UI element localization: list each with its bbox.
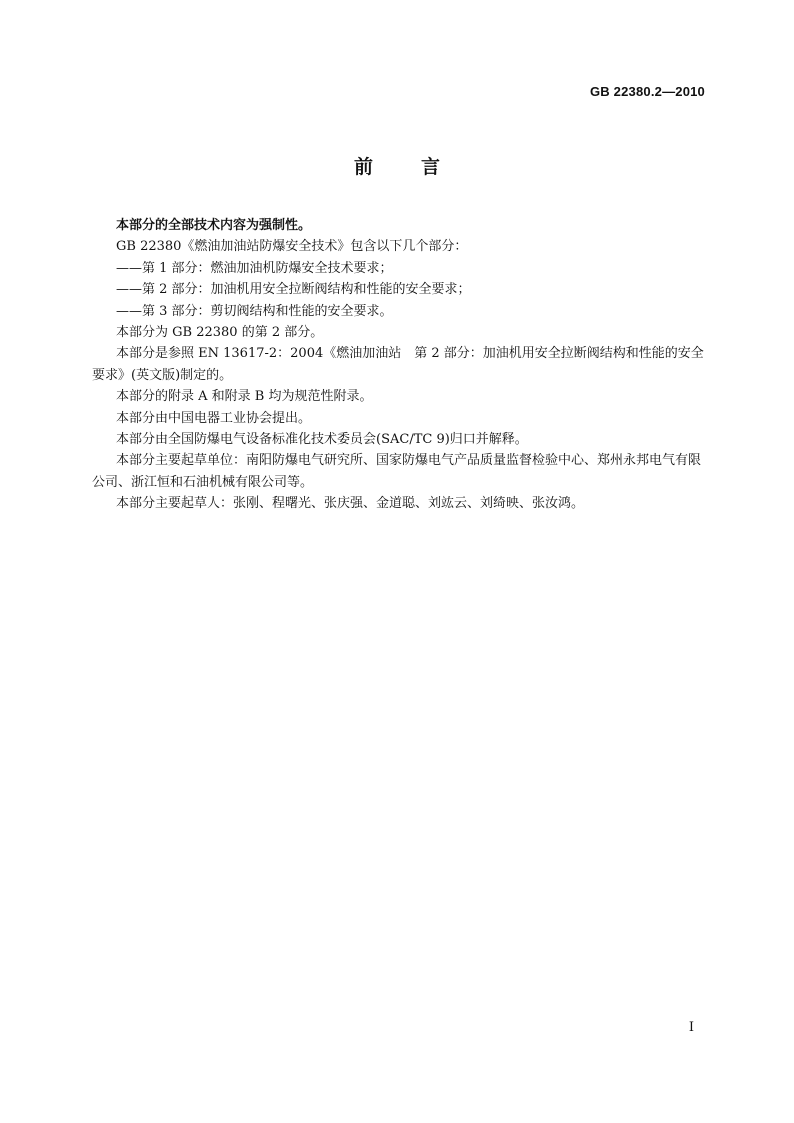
paragraph-drafters: 本部分主要起草人：张刚、程曙光、张庆强、金道聪、刘竑云、刘绮映、张汝鸿。 bbox=[116, 496, 585, 512]
page-title: 前言 bbox=[353, 156, 488, 178]
paragraph-part-2: ——第 2 部分：加油机用安全拉断阀结构和性能的安全要求； bbox=[116, 282, 471, 298]
page-number: I bbox=[688, 1020, 694, 1035]
paragraph-drafting-units: 本部分主要起草单位：南阳防爆电气研究所、国家防爆电气产品质量监督检验中心、郑州永邦电气有限公司、浙江恒和石油机械有限公司等。 bbox=[92, 453, 702, 490]
paragraph-reference: 本部分是参照 EN 13617-2：2004《燃油加油站 第 2 部分：加油机用安全拉断阀结构和性能的安全要求》(英文版)制定的。 bbox=[92, 346, 704, 383]
foreword-body bbox=[92, 215, 706, 515]
paragraph-part-1: ——第 1 部分：燃油加油机防爆安全技术要求； bbox=[116, 260, 393, 276]
paragraph-committee: 本部分由全国防爆电气设备标准化技术委员会(SAC/TC 9)归口并解释。 bbox=[116, 432, 528, 448]
paragraph-proposer: 本部分由中国电器工业协会提出。 bbox=[116, 410, 312, 426]
paragraph-annexes: 本部分的附录 A 和附录 B 均为规范性附录。 bbox=[116, 389, 373, 405]
paragraph-mandatory-statement: 本部分的全部技术内容为强制性。 bbox=[116, 218, 312, 233]
paragraph-parts-intro: GB 22380《燃油加油站防爆安全技术》包含以下几个部分： bbox=[116, 239, 468, 255]
paragraph-this-part: 本部分为 GB 22380 的第 2 部分。 bbox=[116, 325, 324, 341]
paragraph-part-3: ——第 3 部分：剪切阀结构和性能的安全要求。 bbox=[116, 303, 393, 319]
standard-code: GB 22380.2—2010 bbox=[589, 84, 705, 99]
